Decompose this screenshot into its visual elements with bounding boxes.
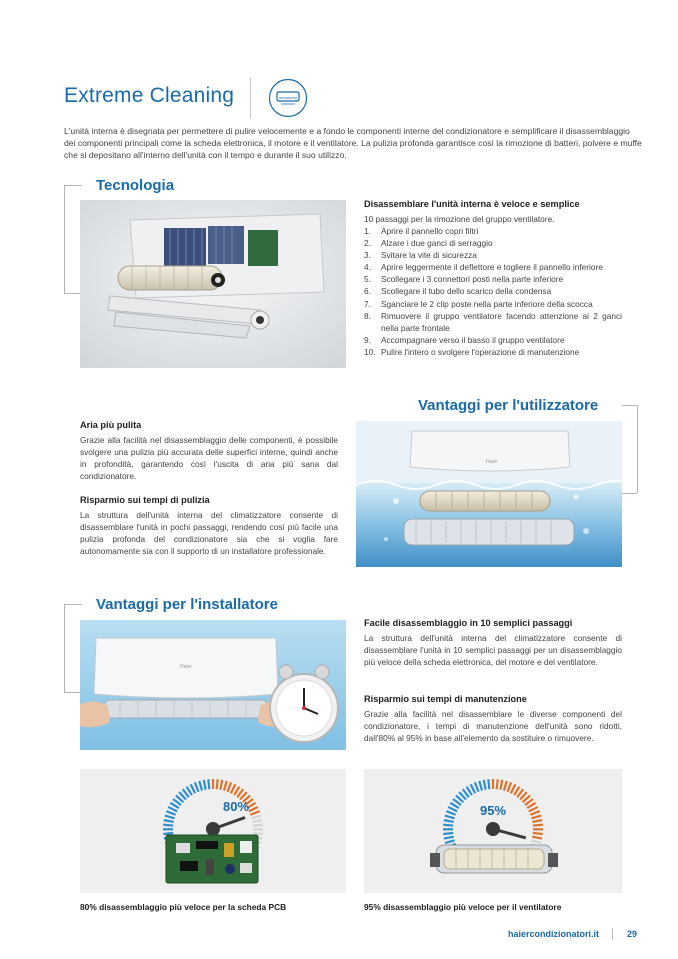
step-item <box>364 237 622 249</box>
facile-disassemblaggio-title: Facile disassemblaggio in 10 semplici passaggi <box>364 618 573 628</box>
section-bracket <box>64 604 65 692</box>
footer-divider <box>612 928 613 940</box>
fan-gauge-panel <box>364 769 622 893</box>
tecnologia-subheading: Disassemblare l'unità interna è veloce e semplice <box>364 199 580 209</box>
footer-website[interactable]: haiercondizionatori.it <box>508 929 600 939</box>
pcb-gauge-panel <box>80 769 346 893</box>
section-bracket <box>622 405 637 406</box>
step-number: 9. <box>364 334 371 345</box>
fan-gauge-caption: 95% disassemblaggio più veloce per il ventilatore <box>364 902 562 912</box>
page-number: 29 <box>627 929 638 939</box>
step-text: Scollegare i 3 connettori posti nella parte inferiore <box>381 274 564 285</box>
step-text: Alzare i due ganci di serraggio <box>381 238 493 249</box>
section-bracket <box>64 185 65 293</box>
intro-paragraph: L'unità interna è disegnata per permettere di pulire velocemente e a fondo le componenti interne del condizionatore e semplificare il disassemblaggio dei componenti principali come la scheda elettronica, il motore e il ventilatore. La pulizia profonda garantisce così la rimozione di batteri, polvere e muffe che si depositano all'interno dell'unità con il tempo e durante il suo utilizzo. <box>64 126 642 160</box>
section-bracket <box>64 692 80 693</box>
risparmio-pulizia-text: La struttura dell'unità interna del climatizzatore consente di disassemblare l'unità in pochi passaggi, rendendo così più facile una pulizia profonda del condizionatore sia che si voglia fare autonomamente sia con il supporto di un installatore professionale. <box>80 510 338 556</box>
aria-pulita-title: Aria più pulita <box>80 420 142 430</box>
step-number: 8. <box>364 310 371 321</box>
step-text: Aprire il pannello copri filtri <box>381 226 479 236</box>
section-bracket <box>64 604 82 605</box>
section-heading-installatore: Vantaggi per l'installatore <box>96 596 278 613</box>
step-number: 10. <box>364 346 376 357</box>
pcb-gauge-caption: 80% disassemblaggio più veloce per la scheda PCB <box>80 902 287 912</box>
aria-pulita-text: Grazie alla facilità nel disassemblaggio delle componenti, è possibile svolgere una pulizia più accurata delle superfici interne, quindi anche in profondità, garantendo così l'uscita di aria più sana dal condizionatore. <box>80 435 338 481</box>
section-heading-utilizzatore: Vantaggi per l'utilizzatore <box>418 397 599 414</box>
step-item <box>364 273 622 285</box>
risparmio-manutenzione-text: Grazie alla facilità nel disassemblare le diverse componenti del condizionatore, i tempi di manutenzione dell'unità sono ridotti, dall'80% al 95% in base all'elemento da sostituire o rimuovere. <box>364 709 622 743</box>
section-bracket <box>637 405 638 493</box>
gauge-tick <box>443 833 453 834</box>
gauge-tick <box>163 825 173 826</box>
step-text: Aprire leggermente il deflettore e togliere il pannello inferiore <box>381 262 603 273</box>
step-item <box>364 310 622 334</box>
risparmio-manutenzione-title: Risparmio sui tempi di manutenzione <box>364 694 527 704</box>
section-bracket <box>64 185 82 186</box>
step-item <box>364 225 622 237</box>
disassembled-unit-photo <box>80 200 346 368</box>
ac-unit-icon <box>268 78 308 118</box>
step-text: Scollegare il tubo dello scarico della condensa <box>381 286 552 297</box>
gauge-tick <box>488 779 489 789</box>
gauge-tick <box>533 825 543 826</box>
step-number: 2. <box>364 238 371 249</box>
step-item <box>364 285 622 297</box>
installer-hands-photo <box>80 620 346 750</box>
step-number: 7. <box>364 298 371 309</box>
gauge-tick <box>253 833 263 834</box>
section-bracket <box>622 493 637 494</box>
gauge-value-label: 95% <box>480 803 507 818</box>
section-bracket <box>64 293 80 294</box>
gauge-tick <box>443 825 453 826</box>
step-text: Svitare la vite di sicurezza <box>381 250 477 261</box>
gauge-tick <box>253 825 263 826</box>
step-item <box>364 346 622 358</box>
water-wash-photo <box>356 421 622 567</box>
step-number: 6. <box>364 286 371 297</box>
gauge-tick <box>533 833 543 834</box>
gauge-tick <box>208 779 209 789</box>
step-item <box>364 261 622 273</box>
pcb-board <box>166 835 258 883</box>
unit-brand-label: Haier <box>180 664 192 670</box>
page-title: Extreme Cleaning <box>64 84 235 107</box>
step-item <box>364 334 622 346</box>
step-text: Pulire l'intero o svolgere l'operazione di manutenzione <box>381 346 580 357</box>
gauge-tick <box>217 779 218 789</box>
steps-list <box>364 225 622 358</box>
step-item <box>364 298 622 310</box>
step-item <box>364 249 622 261</box>
gauge-tick <box>163 833 173 834</box>
gauge-value-label: 80% <box>223 799 250 814</box>
step-number: 5. <box>364 274 371 285</box>
svg-text:Haier: Haier <box>486 459 498 465</box>
fan-roller <box>430 845 558 873</box>
facile-disassemblaggio-text: La struttura dell'unità interna del climatizzatore consente di disassemblare l'unità in 10 semplici passaggi per un disassemblaggio più veloce della scheda elettronica, del motore e del ventilatore. <box>364 633 622 667</box>
section-heading-tecnologia: Tecnologia <box>96 177 175 194</box>
step-text: Accompagnare verso il basso il gruppo ventilatore <box>381 334 565 345</box>
step-number: 3. <box>364 250 371 261</box>
step-text: Sganciare le 2 clip poste nella parte inferiore della scocca <box>381 298 593 309</box>
tecnologia-lead: 10 passaggi per la rimozione del gruppo ventilatore. <box>364 214 555 224</box>
risparmio-pulizia-title: Risparmio sui tempi di pulizia <box>80 495 210 505</box>
title-divider <box>250 78 251 118</box>
step-text: Rimuovere il gruppo ventilatore facendo attenzione ai 2 ganci nella parte frontale <box>381 310 622 333</box>
gauge-tick <box>497 779 498 789</box>
step-number: 1. <box>364 226 371 236</box>
step-number: 4. <box>364 262 371 273</box>
